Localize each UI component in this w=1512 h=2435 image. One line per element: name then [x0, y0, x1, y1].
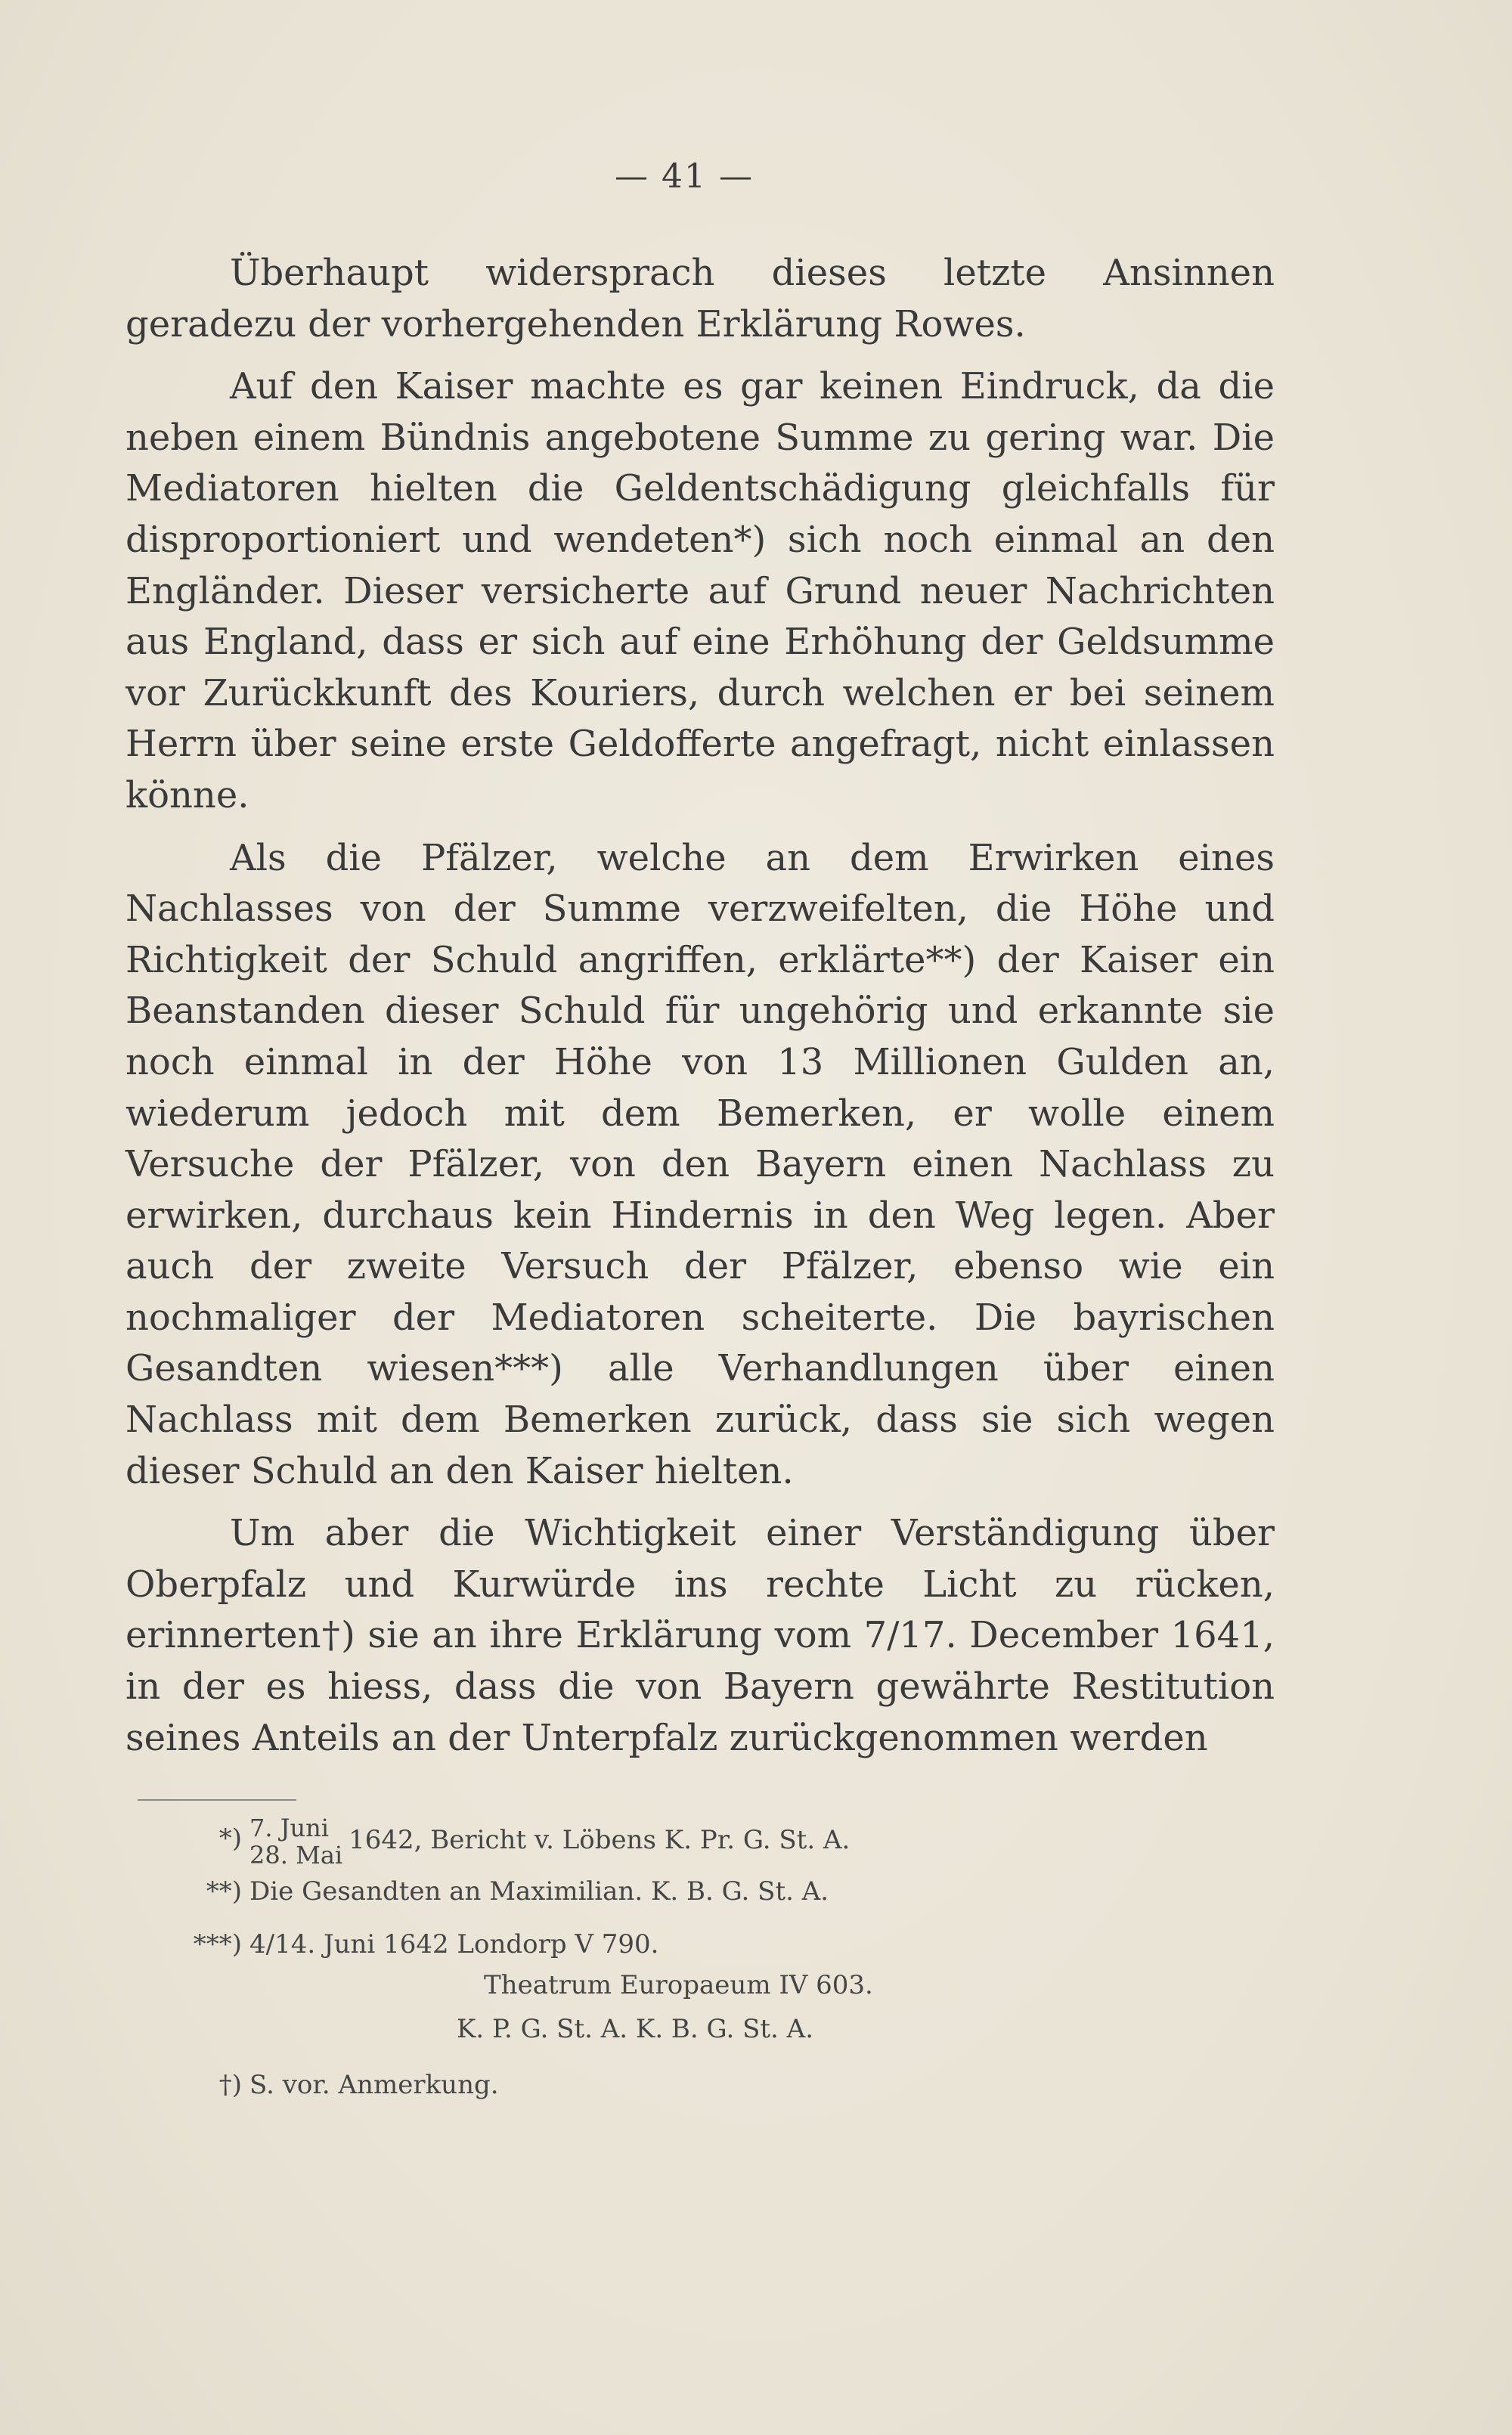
paragraph-2: Auf den Kaiser machte es gar keinen Eindruck, da die neben einem Bündnis angebotene Summe zu gering war. Die Mediatoren hielten die Geldentschädigung gleichfalls für disproportioniert und wendeten*) sich noch einmal an den Engländer. Dieser versicherte auf Grund neuer Nachrichten aus England, dass er sich auf eine Erhöhung der Geldsumme vor Zurückkunft des Kouriers, durch welchen er bei seinem Herrn über seine erste Geldofferte angefragt, nicht einlassen könne. [125, 365, 1275, 816]
footnotes [166, 1814, 1149, 2124]
footnote-date-fraction [249, 1814, 342, 1869]
footnote-text: 1642, Bericht v. Löbens K. Pr. G. St. A. [349, 1825, 850, 1855]
footnote-3-line-2 [166, 1969, 1149, 2012]
footnote-divider [138, 1799, 296, 1801]
footnote-4 [166, 2068, 1149, 2124]
footnote-1 [166, 1814, 1149, 1875]
paragraph-1: Überhaupt widersprach dieses letzte Ansinnen geradezu der vorhergehenden Erklärung Rowes. [125, 252, 1275, 345]
footnote-mark: †) [218, 2070, 242, 2100]
footnote-mark: *) [218, 1823, 242, 1854]
footnote-mark: **) [206, 1876, 242, 1907]
footnote-text: K. P. G. St. A. K. B. G. St. A. [457, 2014, 814, 2044]
footnote-text: S. vor. Anmerkung. [249, 2070, 499, 2100]
paragraph-4: Um aber die Wichtigkeit einer Verständigung über Oberpfalz und Kurwürde ins rechte Licht zu rücken, erinnerten†) sie an ihre Erklärung vom 7/17. December 1641, in der es hiess, dass die von Bayern gewährte Restitution seines Anteils an der Unterpfalz zurückgenommen werden [125, 1512, 1275, 1759]
footnote-text: 4/14. Juni 1642 Londorp V 790. [249, 1929, 659, 1959]
date-top: 7. Juni [249, 1814, 329, 1842]
footnote-3 [166, 1928, 1149, 1969]
page-number: — 41 — [615, 157, 754, 196]
body-text [125, 248, 1275, 1775]
footnote-text: Theatrum Europaeum IV 603. [484, 1970, 873, 2000]
paragraph-3: Als die Pfälzer, welche an dem Erwirken eines Nachlasses von der Summe verzweifelten, die Höhe und Richtigkeit der Schuld angriffen, erklärte**) der Kaiser ein Beanstanden dieser Schuld für ungehörig und erkannte sie noch einmal in der Höhe von 13 Millionen Gulden an, wiederum jedoch mit dem Bemerken, er wolle einem Versuche der Pfälzer, von den Bayern einen Nachlass zu erwirken, durchaus kein Hindernis in den Weg legen. Aber auch der zweite Versuch der Pfälzer, ebenso wie ein nochmaliger der Mediatoren scheiterte. Die bayrischen Gesandten wiesen***) alle Verhandlungen über einen Nachlass mit dem Bemerken zurück, dass sie sich wegen dieser Schuld an den Kaiser hielten. [125, 836, 1275, 1492]
footnote-mark: ***) [193, 1929, 242, 1959]
date-bottom: 28. Mai [249, 1841, 343, 1870]
footnote-3-line-3 [166, 2012, 1149, 2068]
footnote-2 [166, 1875, 1149, 1928]
footnote-text: Die Gesandten an Maximilian. K. B. G. St. A. [249, 1876, 829, 1907]
